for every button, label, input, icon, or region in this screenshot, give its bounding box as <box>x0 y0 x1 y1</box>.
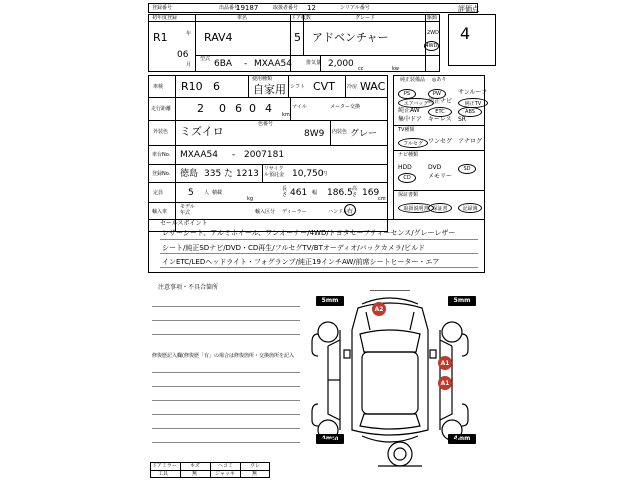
usage-label: 使用種類 <box>252 76 273 82</box>
label-5mm-right: 5mm <box>448 296 476 306</box>
kw-unit: kw <box>392 66 399 72</box>
first-reg-era: R1 <box>153 31 168 44</box>
displacement-value: 2,000 <box>328 59 354 69</box>
legend-r1-c1: ドアミラー <box>152 463 177 469</box>
inspection-month: 6 <box>213 80 220 93</box>
nav-title: ナビ種類 <box>398 152 419 158</box>
mileage-digit-2: 0 <box>219 102 226 115</box>
tv-item: アナログ <box>458 138 483 145</box>
color-code-label: 色番号 <box>258 121 274 127</box>
doc-item: 取扱説明書 <box>398 203 434 213</box>
label-5mm-left: 5mm <box>316 296 344 306</box>
shift-label: シフト <box>290 84 306 90</box>
nav-item: HDD <box>398 164 412 171</box>
equipment-item: PW <box>428 89 446 99</box>
damage-mark-a1-lower: A1 <box>438 376 452 390</box>
shift-value: CVT <box>313 80 335 93</box>
dealer-origin: ディーラー <box>282 209 307 215</box>
legend-r2-c3: ジャッキ <box>215 471 235 477</box>
caution-title: 注意事項・不具合箇所 <box>158 284 219 291</box>
mileage-digit-5: 4 <box>265 102 272 115</box>
plate-kana: た <box>224 169 234 179</box>
chassis-prefix: MXAA54 <box>180 150 218 160</box>
first-reg-month-unit: 月 <box>186 62 192 68</box>
lot-label: 出品番号 <box>219 5 240 11</box>
capacity-value: 5 <box>188 188 194 198</box>
height-label: 高さ <box>352 186 358 198</box>
chassis-dash: - <box>232 150 236 160</box>
interior-label: 内装色 <box>332 129 348 135</box>
drive-2wd: 2WD <box>427 30 439 36</box>
equipment-item: 純正TV <box>458 98 488 108</box>
chassis-label: 車台No. <box>152 152 171 158</box>
inspection-era: R10 <box>181 80 203 93</box>
nav-item: メモリー <box>428 173 453 180</box>
nav-item: CD <box>398 173 416 183</box>
tv-item: フルセグ <box>398 138 428 148</box>
mileage-unit: km <box>282 112 290 118</box>
legend-r2-c1: 工具 <box>158 471 169 477</box>
mileage-label: 走行距離 <box>151 106 172 112</box>
equipment-item: 純正AW <box>398 107 420 114</box>
equipment-extra-item: 集中ドア <box>398 116 422 123</box>
doors-label: ドア枚数 <box>291 15 311 21</box>
lot-number: 19187 <box>236 4 259 12</box>
equipment-item: サンルーフ <box>458 89 488 96</box>
import-label: 輸入車 <box>152 209 168 215</box>
legend-r1-c4: ウレ <box>250 463 261 469</box>
model-year-label: モデル年式 <box>180 204 195 216</box>
dealer-number: 12 <box>307 4 316 12</box>
width-label: 幅 <box>312 190 318 196</box>
displacement-label: 排気量 <box>306 60 322 66</box>
color-value: ミズイロ <box>180 125 224 138</box>
equipment-item: 純正ナビ <box>428 98 453 105</box>
equipment-note: ◎あり <box>432 77 447 83</box>
inspection-label: 車検 <box>153 84 164 90</box>
first-reg-label: 初年度登録 <box>152 15 178 21</box>
legend-r1-c3: ヘコミ <box>218 463 234 469</box>
dim-unit: cm <box>378 196 386 202</box>
mileage-digit-4: 0 <box>249 102 256 115</box>
drive-label: 駆動 <box>427 15 438 21</box>
recycle-amount: 10,750 <box>292 169 324 179</box>
plate-area: 徳島 <box>180 169 199 179</box>
type-code: MXAA54 <box>254 59 292 69</box>
type-prefix: 6BA <box>214 59 233 69</box>
length-value: 461 <box>290 188 308 198</box>
repair-title: 修復歴記入欄(修復歴「有」の場合は修復箇所・交換箇所を記入 <box>152 353 294 359</box>
damage-mark-a2: A2 <box>372 302 386 316</box>
sales-line-3: インETC/LEDヘッドライト・フォグランプ/純正19インチAW/前席シートヒーター・エア <box>162 258 440 266</box>
meter-note: メーター交換 <box>330 104 361 110</box>
height-value: 169 <box>362 188 380 198</box>
grade-label: グレード <box>355 15 376 21</box>
equipment-item: ABS <box>458 107 482 117</box>
grade-value: アドベンチャー <box>312 31 389 44</box>
ac-value: WAC <box>360 80 386 93</box>
label-4mm-left: 4mm <box>316 434 344 444</box>
cc-unit: cc <box>358 66 364 72</box>
first-reg-year-unit: 年 <box>186 31 192 37</box>
color-label: 外装色 <box>153 129 169 135</box>
capacity-label: 定員 <box>153 190 164 196</box>
doc-item: 保証書 <box>428 203 452 213</box>
type-code-label: 型式 <box>200 56 211 62</box>
score-value: 4 <box>460 24 471 43</box>
model-label: 車名 <box>237 15 248 21</box>
load-unit: kg <box>247 196 254 202</box>
color-code-value: 8W9 <box>304 129 325 139</box>
legend-r2-c4: 無 <box>252 471 258 477</box>
ac-label: 冷房 <box>347 84 358 90</box>
tv-item: ワンセグ <box>428 138 453 145</box>
interior-value: グレー <box>350 129 378 139</box>
nav-item: DVD <box>428 164 442 171</box>
doc-title: 保証書類 <box>398 192 419 198</box>
tv-title: TV種類 <box>398 127 415 133</box>
mileage-digit-1: 2 <box>197 102 204 115</box>
equipment-item: ETC <box>428 107 452 117</box>
first-reg-month: 06 <box>177 50 189 60</box>
equipment-item: エアバッグ <box>398 98 434 108</box>
equipment-extra-item: SR <box>458 116 466 123</box>
capacity-unit: 人 <box>204 190 210 196</box>
nav-item: SD <box>458 164 476 174</box>
equipment-extra-item: キーレス <box>428 116 452 123</box>
mileage-digit-3: 6 <box>235 102 242 115</box>
serial-label: シリアル番号 <box>340 5 370 11</box>
length-label: 長さ <box>282 186 288 198</box>
sales-line-2: シート/純正SDナビ/DVD・CD再生/フルセグTV/BTオーディオ/バックカメラ/ビルド <box>162 244 426 252</box>
width-value: 186.5 <box>327 188 353 198</box>
plate-class: 335 <box>204 169 222 179</box>
model-value: RAV4 <box>204 31 233 44</box>
damage-mark-a1-upper: A1 <box>438 356 452 370</box>
equipment-item: PS <box>398 89 416 99</box>
plate-number: 1213 <box>236 169 259 179</box>
usage-value: 自家用 <box>253 83 286 96</box>
score-label: 評価点 <box>458 5 479 13</box>
equipment-title: 純正装備品 <box>400 77 426 83</box>
import-type-label: 輸入区分 <box>255 209 276 215</box>
score-box <box>448 14 496 66</box>
car-diagram <box>300 290 480 475</box>
legend-r2-c2: 無 <box>192 471 198 477</box>
doors-value: 5 <box>294 31 301 44</box>
plate-label: 登録No. <box>152 171 171 177</box>
registry-label: 登録番号 <box>152 5 173 11</box>
sales-points-title: セールスポイント <box>160 220 208 227</box>
dealer-label: 取扱者番号 <box>273 5 299 11</box>
label-4mm-right: 4mm <box>448 434 476 444</box>
meter-label: マイル <box>292 104 307 110</box>
handle-label: ハンドル <box>328 209 349 215</box>
handle-value-circle: 右 <box>344 204 356 216</box>
legend-r1-c2: キズ <box>190 463 200 469</box>
recycle-unit: 円 <box>322 171 328 177</box>
sales-line-1: レザーシート、アルミホイール、ワンオーナー/4WD/トヨタセーフティーセンス/グレーレザー <box>162 229 456 237</box>
recycle-label: リサイクル預託金 <box>264 166 285 178</box>
load-label: 積載 <box>212 190 223 196</box>
drive-4wd-circle: 4WD <box>425 43 438 49</box>
type-dash: - <box>244 59 248 69</box>
doc-item: 記録簿 <box>458 203 482 213</box>
chassis-number: 2007181 <box>244 150 285 160</box>
